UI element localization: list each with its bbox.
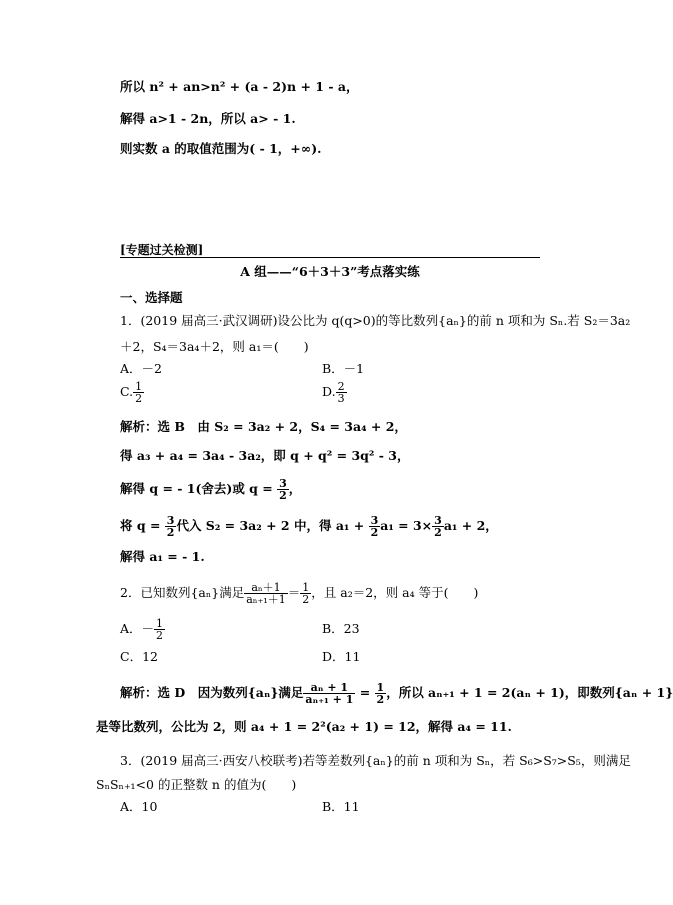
fraction: $\frac{2}{3}$ xyxy=(337,380,345,405)
q1-stem-line-1: 1．(2019 届高三·武汉调研)设公比为 q(q>0)的等比数列{aₙ}的前 n 项和为 Sₙ.若 S₂＝3a₂ xyxy=(120,313,631,328)
q1-solution-line-4: 将 q = $\frac{3}{2}$ 代入 S₂ = 3a₂ + 2 中，得 a₁ + $\frac{3}{2}$ a₁ = 3× $\frac{3}{2}$ a₁ + 2， xyxy=(120,514,498,539)
q2-solution-line-2: 是等比数列，公比为 2，则 a₄ + 1 = 2²(a₂ + 1) = 12，解得 a₄ = 11. xyxy=(96,719,512,734)
q1-solution-line-5: 解得 a₁ = - 1. xyxy=(120,549,205,564)
fraction: $\frac{1}{2}$ xyxy=(135,380,143,405)
q1-solution-line-1: 解析：选 B 由 S₂ = 3a₂ + 2，S₄ = 3a₄ + 2， xyxy=(120,419,407,434)
fraction: $\frac{1}{2}$ xyxy=(376,681,385,706)
q1-option-d xyxy=(322,381,347,404)
q1-stem-line-2: ＋2，S₄＝3a₄＋2，则 a₁＝( ) xyxy=(120,339,309,354)
q2-stem: 2．已知数列{aₙ}满足 $\frac{\text{aₙ＋1}}{\text{aₙ₊₁＋1}}$ ＝ $\frac{1}{2}$ ，且 a₂＝2，则 a₄ 等于( ) xyxy=(120,581,479,606)
option-label: D. xyxy=(322,384,336,399)
q3-stem-line-1: 3．(2019 届高三·西安八校联考)若等差数列{aₙ}的前 n 项和为 Sₙ，若 S₆>S₇>S₅，则满足 xyxy=(120,753,631,768)
q3-option-a: A．10 xyxy=(120,799,158,814)
option-label: C. xyxy=(120,384,134,399)
q3-stem-line-2: SₙSₙ₊₁<0 的正整数 n 的值为( ) xyxy=(96,777,297,792)
q2-solution-line-1: 解析：选 D 因为数列{aₙ}满足 $\frac{\text{aₙ + 1}}{\text{aₙ₊₁ + 1}}$ = $\frac{1}{2}$ ，所以 aₙ₊₁ + 1 = 2(aₙ + 1)，即数列{aₙ + 1} xyxy=(120,681,673,706)
q1-option-c xyxy=(120,381,144,404)
q2-option-c: C．12 xyxy=(120,649,158,664)
q2-option-a: A．－ $\frac{1}{2}$ xyxy=(120,617,164,642)
q1-option-b: B．－1 xyxy=(322,361,365,376)
derivation-line-1: 所以 n² + an>n² + (a - 2)n + 1 - a， xyxy=(120,79,359,94)
group-title: A 组——“6＋3＋3”考点落实练 xyxy=(240,264,420,279)
fraction: $\frac{3}{2}$ xyxy=(279,477,287,502)
part-title: 一、选择题 xyxy=(120,290,183,305)
q1-option-a: A．－2 xyxy=(120,361,162,376)
q2-option-d: D．11 xyxy=(322,649,361,664)
derivation-line-2: 解得 a>1 - 2n，所以 a> - 1. xyxy=(120,111,296,126)
q1-solution-line-3: 解得 q = - 1(舍去)或 q = $\frac{3}{2}$ ， xyxy=(120,477,302,502)
derivation-line-3: 则实数 a 的取值范围为( - 1，+∞). xyxy=(120,141,322,156)
fraction: $\frac{3}{2}$ xyxy=(166,514,175,539)
q1-solution-line-2: 得 a₃ + a₄ = 3a₄ - 3a₂，即 q + q² = 3q² - 3， xyxy=(120,448,410,463)
fraction: $\frac{\text{aₙ＋1}}{\text{aₙ₊₁＋1}}$ xyxy=(246,581,286,606)
fraction: $\frac{1}{2}$ xyxy=(302,581,310,606)
section-header: [专题过关检测] xyxy=(120,243,540,258)
fraction: $\frac{\text{aₙ + 1}}{\text{aₙ₊₁ + 1}}$ xyxy=(305,681,354,706)
q2-option-b: B．23 xyxy=(322,621,360,636)
fraction: $\frac{3}{2}$ xyxy=(434,514,442,539)
fraction: $\frac{3}{2}$ xyxy=(370,514,379,539)
q3-option-b: B．11 xyxy=(322,799,360,814)
fraction: $\frac{1}{2}$ xyxy=(156,617,164,642)
